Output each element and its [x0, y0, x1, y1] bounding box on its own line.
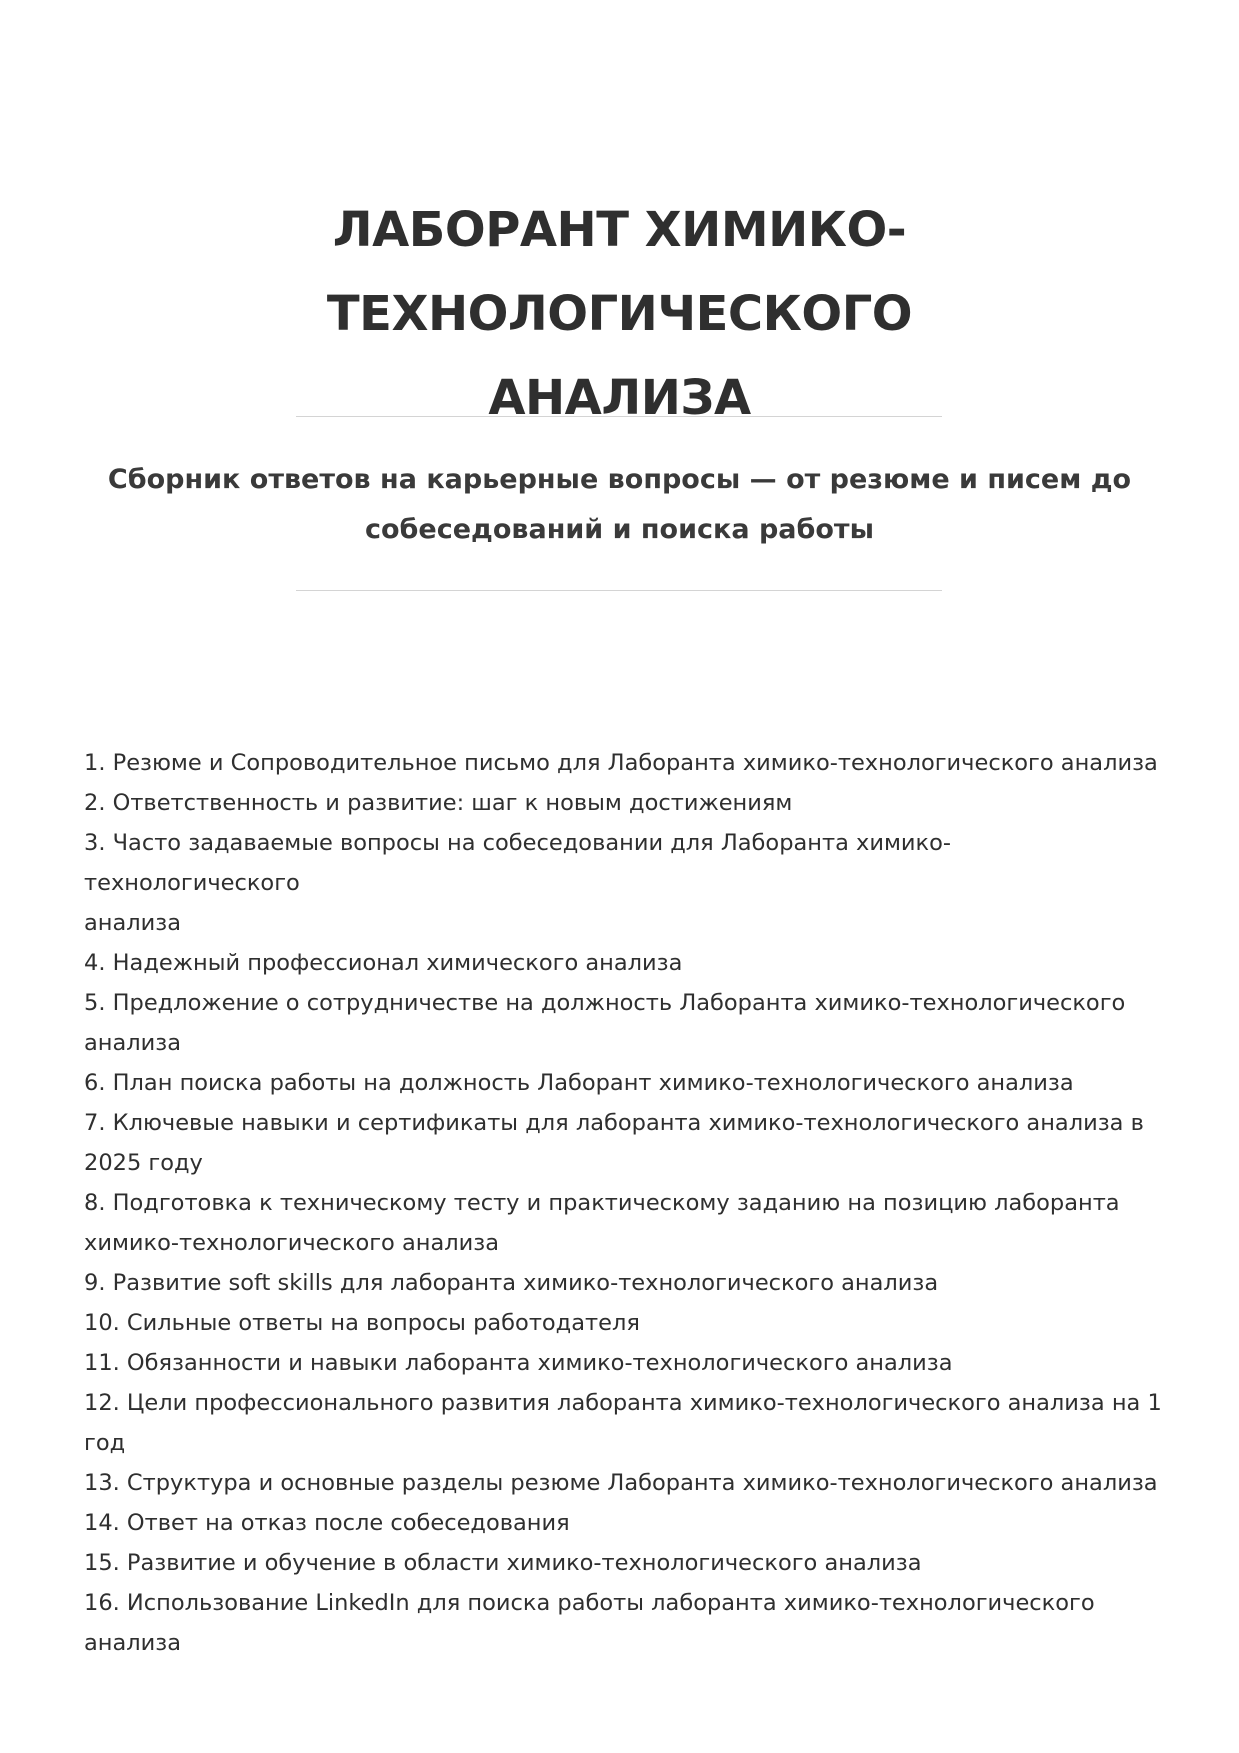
toc-item-line: анализа — [84, 910, 182, 936]
toc-item[interactable] — [84, 783, 1164, 823]
toc-item[interactable] — [84, 1063, 1164, 1103]
toc-item-line: 6. План поиска работы на должность Лаборант химико-технологического анализа — [84, 1070, 1074, 1096]
page-title — [60, 188, 1179, 440]
toc-item[interactable] — [84, 1303, 1164, 1343]
toc-item-line: 7. Ключевые навыки и сертификаты для лаборанта химико-технологического анализа в — [84, 1110, 1144, 1136]
toc-item[interactable] — [84, 1343, 1164, 1383]
toc-item[interactable] — [84, 1503, 1164, 1543]
toc-item-line: химико-технологического анализа — [84, 1230, 499, 1256]
toc-item-line: 9. Развитие soft skills для лаборанта химико-технологического анализа — [84, 1270, 939, 1296]
toc-item[interactable] — [84, 943, 1164, 983]
toc-item-line: 8. Подготовка к техническому тесту и практическому заданию на позицию лаборанта — [84, 1190, 1120, 1216]
toc-item-line: 11. Обязанности и навыки лаборанта химико-технологического анализа — [84, 1350, 953, 1376]
table-of-contents — [84, 743, 1164, 1663]
subtitle-line: собеседований и поиска работы — [365, 514, 874, 545]
toc-item[interactable] — [84, 1103, 1164, 1183]
toc-item[interactable] — [84, 1383, 1164, 1463]
toc-item[interactable] — [84, 823, 1164, 943]
toc-item-line: 14. Ответ на отказ после собеседования — [84, 1510, 570, 1536]
toc-item-line: 4. Надежный профессионал химического анализа — [84, 950, 683, 976]
toc-item-line: 2. Ответственность и развитие: шаг к новым достижениям — [84, 790, 793, 816]
toc-item[interactable] — [84, 983, 1164, 1063]
toc-item[interactable] — [84, 1183, 1164, 1263]
toc-item-line: год — [84, 1430, 126, 1456]
toc-item[interactable] — [84, 1263, 1164, 1303]
toc-item-line: 3. Часто задаваемые вопросы на собеседовании для Лаборанта химико-технологического — [84, 830, 952, 896]
toc-item[interactable] — [84, 1543, 1164, 1583]
toc-item[interactable] — [84, 1463, 1164, 1503]
toc-item-line: 10. Сильные ответы на вопросы работодателя — [84, 1310, 640, 1336]
toc-item-line: 2025 году — [84, 1150, 203, 1176]
toc-item-line: 5. Предложение о сотрудничестве на должность Лаборанта химико-технологического — [84, 990, 1126, 1016]
title-line: АНАЛИЗА — [488, 370, 751, 426]
page-subtitle — [100, 455, 1139, 555]
toc-item[interactable] — [84, 1583, 1164, 1663]
toc-item-line: 12. Цели профессионального развития лаборанта химико-технологического анализа на 1 — [84, 1390, 1162, 1416]
title-line: ЛАБОРАНТ ХИМИКО-ТЕХНОЛОГИЧЕСКОГО — [326, 202, 913, 342]
toc-item-line: анализа — [84, 1630, 182, 1656]
subtitle-line: Сборник ответов на карьерные вопросы — от резюме и писем до — [107, 464, 1132, 495]
top-divider — [296, 416, 942, 417]
toc-item-line: 15. Развитие и обучение в области химико-технологического анализа — [84, 1550, 922, 1576]
bottom-divider — [296, 590, 942, 591]
toc-item-line: 16. Использование LinkedIn для поиска работы лаборанта химико-технологического — [84, 1590, 1095, 1616]
toc-item-line: анализа — [84, 1030, 182, 1056]
toc-item-line: 13. Структура и основные разделы резюме Лаборанта химико-технологического анализа — [84, 1470, 1158, 1496]
toc-item-line: 1. Резюме и Сопроводительное письмо для Лаборанта химико-технологического анализа — [84, 750, 1158, 776]
toc-item[interactable] — [84, 743, 1164, 783]
